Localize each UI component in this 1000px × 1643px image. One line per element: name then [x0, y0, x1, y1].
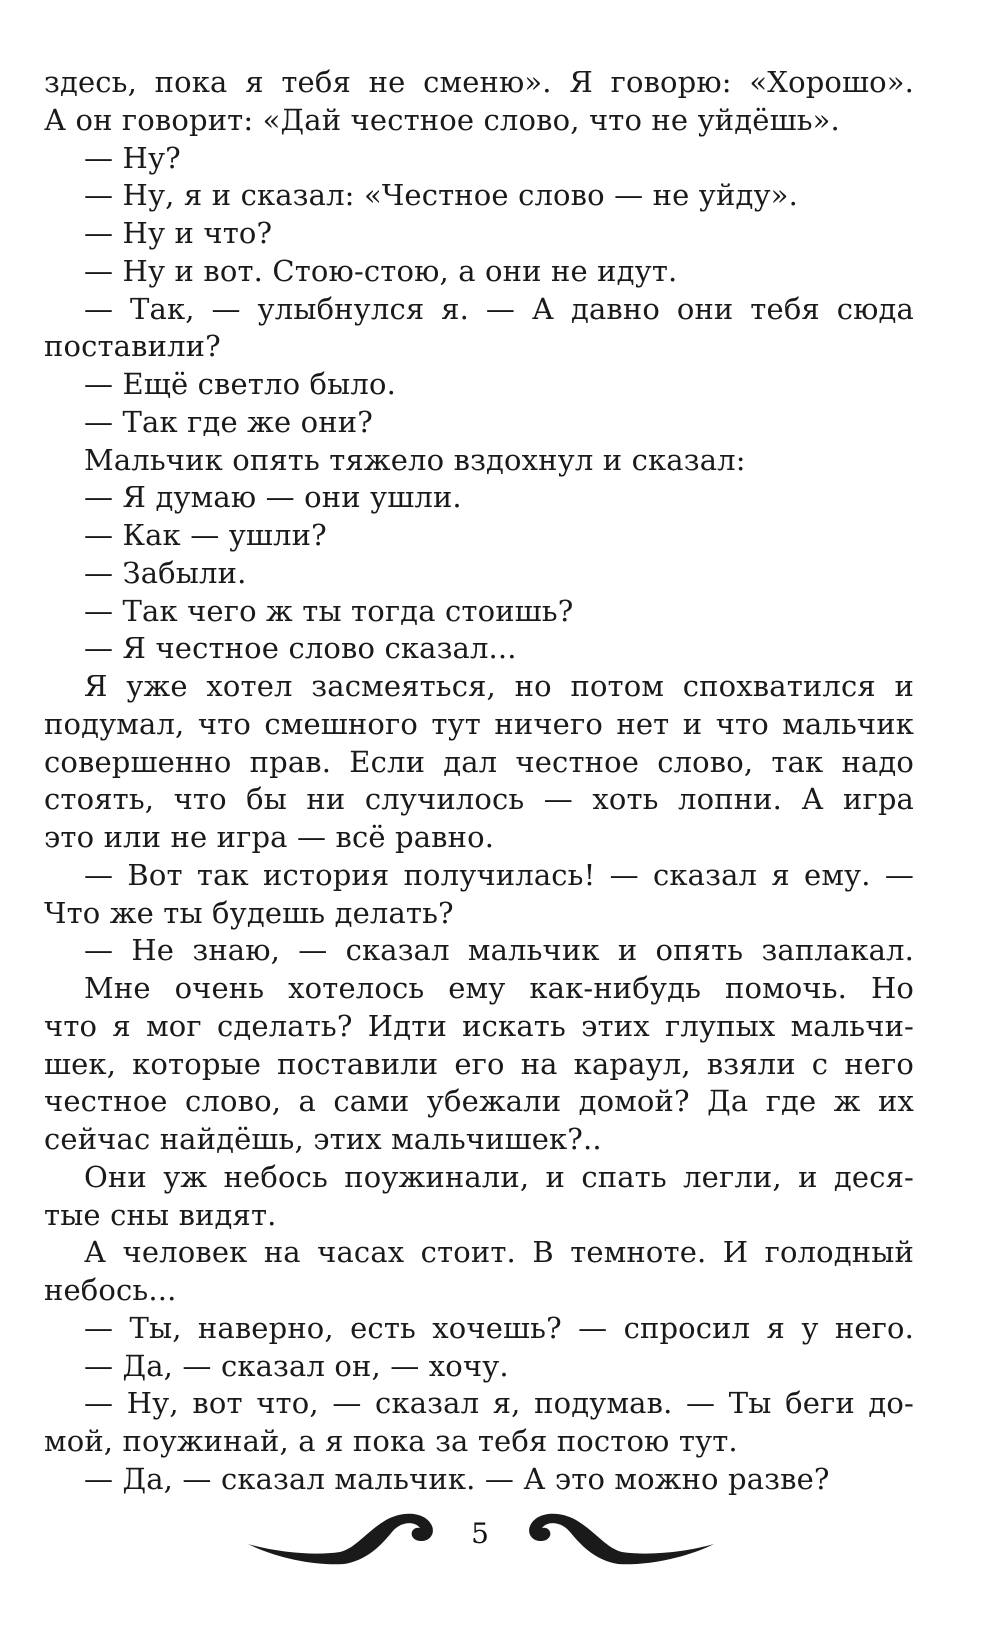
- text-line: Мне очень хотелось ему как-нибудь помочь. Но: [84, 971, 914, 1005]
- text-line: — Да, — сказал он, — хочу.: [84, 1348, 509, 1383]
- text-line: — Я честное слово сказал...: [84, 631, 517, 666]
- page-text: [44, 64, 914, 1499]
- text-line: — Ну, я и сказал: «Честное слово — не уйду».: [84, 178, 798, 213]
- text-line: здесь, пока я тебя не сменю». Я говорю: «Хорошо».: [44, 65, 914, 99]
- text-line: мой, поужинай, а я пока за тебя постою тут.: [44, 1424, 738, 1458]
- text-line: шек, которые поставили его на караул, взяли с него: [44, 1046, 914, 1081]
- text-line: что я мог сделать? Идти искать этих глупых мальчи-: [44, 1008, 914, 1043]
- text-line: поставили?: [44, 329, 221, 364]
- page-number: 5: [471, 1517, 489, 1550]
- text-line: Они уж небось поужинали, и спать легли, и деся-: [84, 1159, 914, 1194]
- text-line: — Ну?: [84, 140, 181, 175]
- text-line: — Забыли.: [84, 555, 247, 590]
- text-line: совершенно прав. Если дал честное слово, так надо: [44, 744, 914, 779]
- page-footer: [0, 1508, 1000, 1568]
- text-line: — Вот так история получилась! — сказал я ему. —: [84, 857, 914, 892]
- text-line: сейчас найдёшь, этих мальчишек?..: [44, 1122, 602, 1156]
- text-line: Я уже хотел засмеяться, но потом спохватился и: [84, 669, 914, 703]
- text-line: Мальчик опять тяжело вздохнул и сказал:: [84, 442, 746, 477]
- text-line: — Как — ушли?: [84, 518, 327, 552]
- text-line: стоять, что бы ни случилось — хоть лопни. А игра: [44, 782, 914, 817]
- text-line: — Да, — сказал мальчик. — А это можно разве?: [84, 1461, 830, 1496]
- text-line: — Не знаю, — сказал мальчик и опять заплакал.: [84, 933, 914, 968]
- text-line: — Ну и вот. Стою-стою, а они не идут.: [84, 253, 678, 288]
- text-line: — Так чего ж ты тогда стоишь?: [84, 593, 574, 628]
- flourish-left-icon: [236, 1508, 466, 1568]
- text-line: — Ты, наверно, есть хочешь? — спросил я у него.: [84, 1310, 914, 1345]
- text-line: честное слово, а сами убежали домой? Да где ж их: [44, 1084, 914, 1119]
- flourish-right-icon: [496, 1508, 726, 1568]
- text-line: подумал, что смешного тут ничего нет и что мальчик: [44, 706, 914, 741]
- text-line: — Ещё светло было.: [84, 367, 396, 401]
- text-line: небось...: [44, 1273, 177, 1307]
- text-line: А человек на часах стоит. В темноте. И голодный: [84, 1235, 914, 1270]
- text-line: — Ну, вот что, — сказал я, подумав. — Ты беги до-: [84, 1386, 914, 1421]
- text-line: А он говорит: «Дай честное слово, что не уйдёшь».: [44, 102, 840, 137]
- text-line: — Так где же они?: [84, 404, 373, 439]
- text-line: — Так, — улыбнулся я. — А давно они тебя сюда: [84, 291, 914, 326]
- text-line: тые сны видят.: [44, 1197, 277, 1232]
- text-line: — Ну и что?: [84, 216, 273, 250]
- text-line: это или не игра — всё равно.: [44, 820, 495, 854]
- text-line: Что же ты будешь делать?: [44, 895, 454, 930]
- text-line: — Я думаю — они ушли.: [84, 480, 462, 515]
